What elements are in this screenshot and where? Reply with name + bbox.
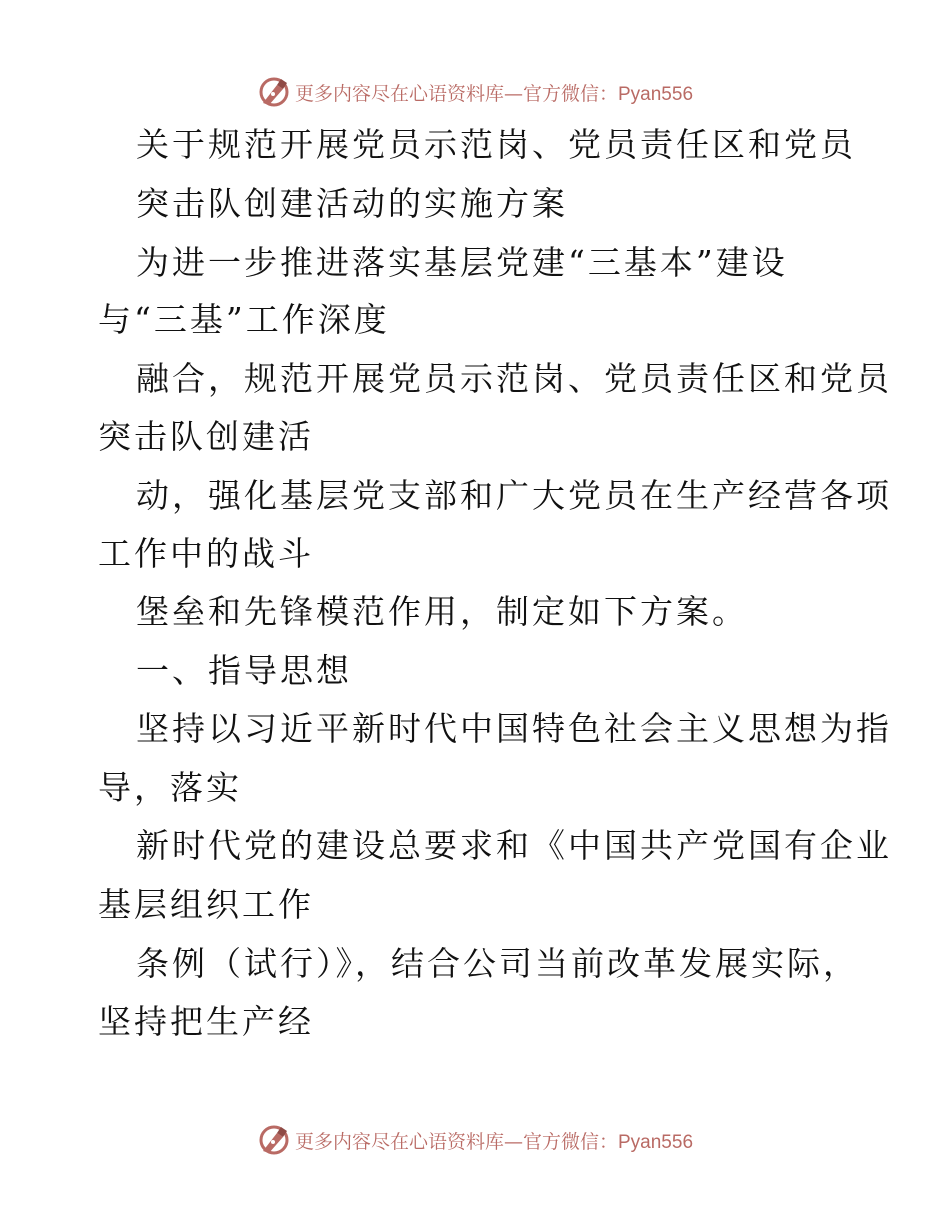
paragraph-line: 突击队创建活 xyxy=(98,417,314,456)
header-watermark xyxy=(0,72,950,112)
paragraph-line: 条例（试行）》，结合公司当前改革发展实际， xyxy=(136,944,859,983)
watermark-text-prefix: 更多内容尽在心语资料库—官方微信： xyxy=(294,1130,618,1153)
paragraph-line: 基层组织工作 xyxy=(98,885,314,924)
footer-watermark xyxy=(0,1120,950,1160)
document-title-line-1: 关于规范开展党员示范岗、党员责任区和党员 xyxy=(136,125,856,164)
paragraph-line: 坚持把生产经 xyxy=(98,1002,314,1041)
paragraph-line: 为进一步推进落实基层党建“三基本”建设 xyxy=(136,243,788,282)
paragraph-line: 工作中的战斗 xyxy=(98,534,314,573)
watermark-text-prefix: 更多内容尽在心语资料库—官方微信： xyxy=(294,82,618,105)
watermark-wechat-id: Pyan556 xyxy=(618,83,694,105)
document-title-line-2: 突击队创建活动的实施方案 xyxy=(136,184,568,223)
watermark-text xyxy=(295,1127,693,1154)
paragraph-line: 堡垒和先锋模范作用，制定如下方案。 xyxy=(136,592,748,631)
watermark-wechat-id: Pyan556 xyxy=(618,1131,694,1153)
watermark-text xyxy=(295,79,693,106)
pen-logo-icon xyxy=(257,75,291,109)
paragraph-line: 动，强化基层党支部和广大党员在生产经营各项 xyxy=(136,476,892,515)
pen-logo-icon xyxy=(257,1123,291,1157)
paragraph-line: 与“三基”工作深度 xyxy=(98,300,390,339)
section-heading: 一、指导思想 xyxy=(136,651,352,690)
paragraph-line: 导，落实 xyxy=(98,768,242,807)
paragraph-line: 融合，规范开展党员示范岗、党员责任区和党员 xyxy=(136,359,892,398)
paragraph-line: 新时代党的建设总要求和《中国共产党国有企业 xyxy=(136,826,892,865)
paragraph-line: 坚持以习近平新时代中国特色社会主义思想为指 xyxy=(136,709,892,748)
